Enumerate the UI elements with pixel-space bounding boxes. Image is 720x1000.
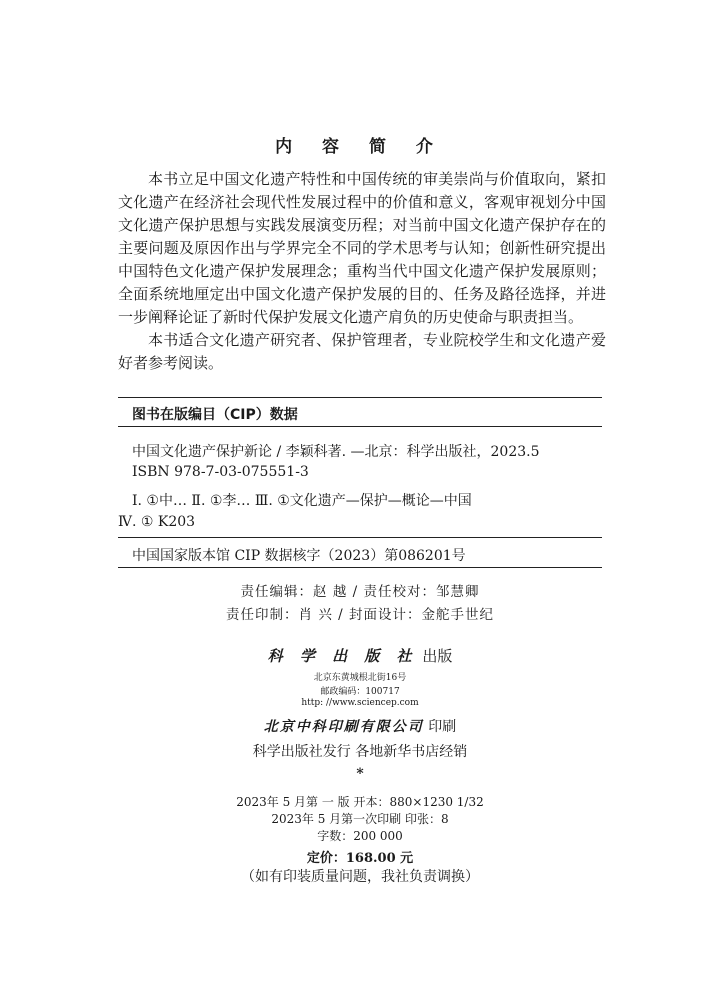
- cip-classification-1: Ⅰ. ①中… Ⅱ. ①李… Ⅲ. ①文化遗产—保护—概论—中国: [132, 493, 472, 509]
- publisher-website: http: //www.sciencep.com: [301, 698, 419, 708]
- printer-name: 北京中科印刷有限公司: [263, 719, 424, 735]
- separator-star: *: [356, 766, 364, 782]
- printer-suffix: 印刷: [428, 719, 457, 735]
- credits-printing: 责任印制：肖 兴 / 封面设计：金舵手世纪: [226, 607, 494, 623]
- cip-isbn: ISBN 978-7-03-075551-3: [132, 464, 309, 480]
- cip-heading: 图书在版编目（CIP）数据: [132, 407, 298, 423]
- credits-editors: 责任编辑：赵 越 / 责任校对：邹慧卿: [240, 584, 480, 600]
- spec-words: 字数：200 000: [317, 829, 403, 843]
- cip-bottom-rule: [118, 567, 602, 568]
- quality-notice: （如有印装质量问题，我社负责调换）: [241, 869, 479, 885]
- cip-top-rule: [118, 397, 602, 398]
- cip-title-line: 中国文化遗产保护新论 / 李颖科著. —北京：科学出版社，2023.5: [132, 444, 540, 460]
- publisher-line: [0, 645, 720, 666]
- cip-verification: 中国国家版本馆 CIP 数据核字（2023）第086201号: [132, 548, 466, 564]
- cip-classification-2: Ⅳ. ① K203: [118, 514, 196, 530]
- cip-heading-rule: [118, 426, 602, 427]
- intro-paragraph-2: 本书适合文化遗产研究者、保护管理者，专业院校学生和文化遗产爱好者参考阅读。: [118, 331, 606, 372]
- page-title: 内 容 简 介: [275, 137, 445, 157]
- price: 定价：168.00 元: [306, 851, 414, 866]
- distribution-line: 科学出版社发行 各地新华书店经销: [252, 744, 468, 760]
- publisher-postcode: 邮政编码：100717: [320, 687, 400, 697]
- publisher-address: 北京东黄城根北街16号: [313, 673, 407, 683]
- spec-edition: 2023年 5 月第 一 版 开本：880×1230 1/32: [236, 795, 484, 809]
- intro-paragraph-1: 本书立足中国文化遗产特性和中国传统的审美崇尚与价值取向，紧扣文化遗产在经济社会现代性发展过程中的价值和意义，客观审视划分中国文化遗产保护思想与实践发展演变历程；对当前中国文化遗产保护存在的主要问题及原因作出与学界完全不同的学术思考与认知；创新性研究提出中国特色文化遗产保护发展理念；重构当代中国文化遗产保护发展原则；全面系统地厘定出中国文化遗产保护发展的目的、任务及路径选择，并进一步阐释论证了新时代保护发展文化遗产肩负的历史使命与职责担当。: [118, 170, 606, 326]
- intro-text: [118, 168, 606, 375]
- publisher-name: 科 学 出 版 社: [267, 647, 418, 665]
- publisher-suffix: 出版: [422, 647, 453, 665]
- printer-line: [0, 716, 720, 736]
- spec-printing: 2023年 5 月第一次印刷 印张：8: [271, 812, 449, 826]
- cip-middle-rule: [118, 537, 602, 538]
